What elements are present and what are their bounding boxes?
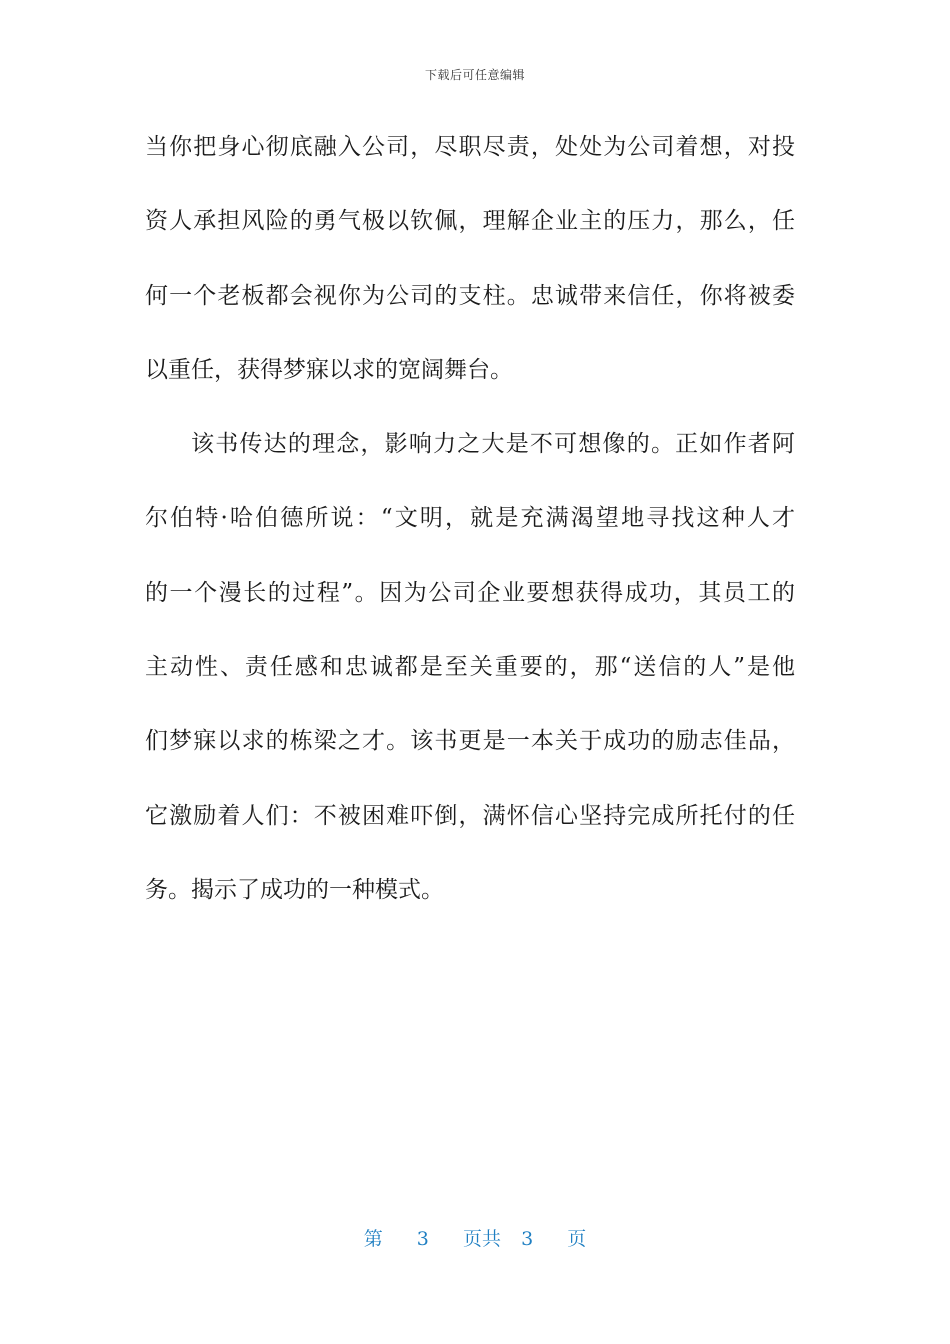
page-header: 下载后可任意编辑 bbox=[424, 68, 525, 82]
paragraph-line: 主动性、责任感和忠诚都是至关重要的，那“送信的人”是他 bbox=[145, 654, 795, 681]
page-footer-prefix: 第 bbox=[363, 1228, 383, 1250]
page-footer-middle: 页共 bbox=[462, 1228, 501, 1250]
paragraph-line: 的一个漫长的过程”。因为公司企业要想获得成功，其员工的 bbox=[145, 579, 795, 606]
paragraph-line: 它激励着人们：不被困难吓倒，满怀信心坚持完成所托付的任 bbox=[145, 802, 795, 829]
page-footer bbox=[0, 1224, 950, 1251]
paragraph-line: 务。揭示了成功的一种模式。 bbox=[145, 876, 444, 903]
paragraph-line: 该书传达的理念，影响力之大是不可想像的。正如作者阿 bbox=[191, 431, 795, 458]
page-footer-suffix: 页 bbox=[567, 1228, 587, 1250]
paragraph-line: 何一个老板都会视你为公司的支柱。忠诚带来信任，你将被委 bbox=[145, 282, 795, 309]
paragraph-line: 们梦寐以求的栋梁之才。该书更是一本关于成功的励志佳品， bbox=[145, 728, 795, 755]
document-body bbox=[145, 110, 795, 927]
paragraph-line: 资人承担风险的勇气极以钦佩，理解企业主的压力，那么，任 bbox=[145, 208, 795, 235]
paragraph-line: 当你把身心彻底融入公司，尽职尽责，处处为公司着想，对投 bbox=[145, 134, 795, 160]
paragraph-line: 尔伯特·哈伯德所说：“文明，就是充满渴望地寻找这种人才 bbox=[145, 505, 795, 532]
page-total: 3 bbox=[521, 1228, 534, 1250]
paragraph-line: 以重任，获得梦寐以求的宽阔舞台。 bbox=[145, 356, 513, 383]
page-number: 3 bbox=[416, 1228, 429, 1250]
